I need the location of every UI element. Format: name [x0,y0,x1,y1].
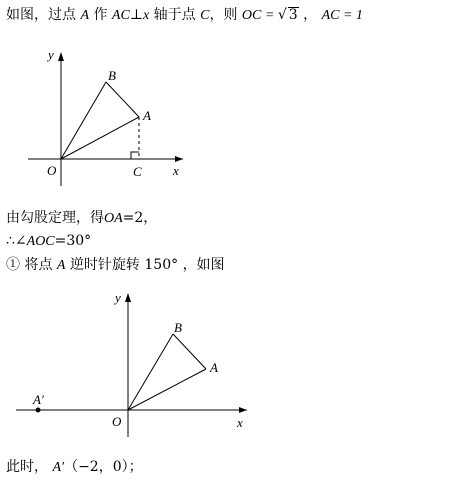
point-a-prime [36,408,41,413]
point-c-label: C [133,164,142,179]
text: ，则 [209,7,238,23]
segment-label: AC [111,8,130,23]
value: =30° [54,233,92,249]
pythagoras-line [6,209,157,228]
sqrt-value: 3 [288,7,298,23]
segment-label: OA [104,211,123,226]
statement-line [6,6,363,25]
y-label: y [48,47,54,62]
perp-symbol: ⊥ [129,7,143,23]
point-a-prime-label: A′ [33,392,44,407]
point-label: C [200,8,210,23]
therefore-angle: ∴∠ [6,233,27,249]
point-label: A [56,258,66,273]
y-axis-arrow [125,293,131,302]
x-label: x [237,415,243,430]
angle-label: AOC [26,234,55,249]
case-number: ① [6,257,20,273]
degree-value: 150° [144,257,179,273]
sqrt-symbol: √ [277,7,287,23]
point-b-label: B [174,320,182,335]
right-angle-mark [131,152,139,159]
point-a-label: A [210,360,218,375]
coordinates: （−2，0）； [64,459,143,475]
text: 作 [93,7,108,23]
angle-line [6,232,91,251]
text: 由勾股定理，得 [6,210,104,226]
origin-label: O [47,163,57,178]
x-label: x [173,163,179,178]
segment-ba [173,334,206,369]
ac-equation: AC = 1 [321,8,363,23]
point-b-label: B [108,68,116,83]
figure-2 [0,285,469,445]
text: ，如图 [182,257,225,273]
point-label: A′ [52,460,65,475]
text: 将点 [24,257,53,273]
origin-label: O [112,414,122,429]
text: 此时， [6,459,48,475]
case-one-line [6,256,225,275]
point-a-label: A [143,108,151,123]
text: 如图，过点 [6,7,76,23]
figure-1 [0,36,469,196]
y-label: y [115,290,121,305]
value: =2， [122,210,158,226]
text: 轴于点 [153,7,196,23]
text: ， [303,7,318,23]
result-line [6,458,143,477]
point-label: A [80,8,90,23]
x-axis-arrow [239,407,247,413]
text: 逆时针旋转 [69,257,140,273]
axis-name: x [142,8,150,23]
y-axis-arrow [58,52,64,61]
segment-ba [106,82,139,117]
oc-equation: OC = [241,8,278,23]
x-axis-arrow [175,156,183,162]
